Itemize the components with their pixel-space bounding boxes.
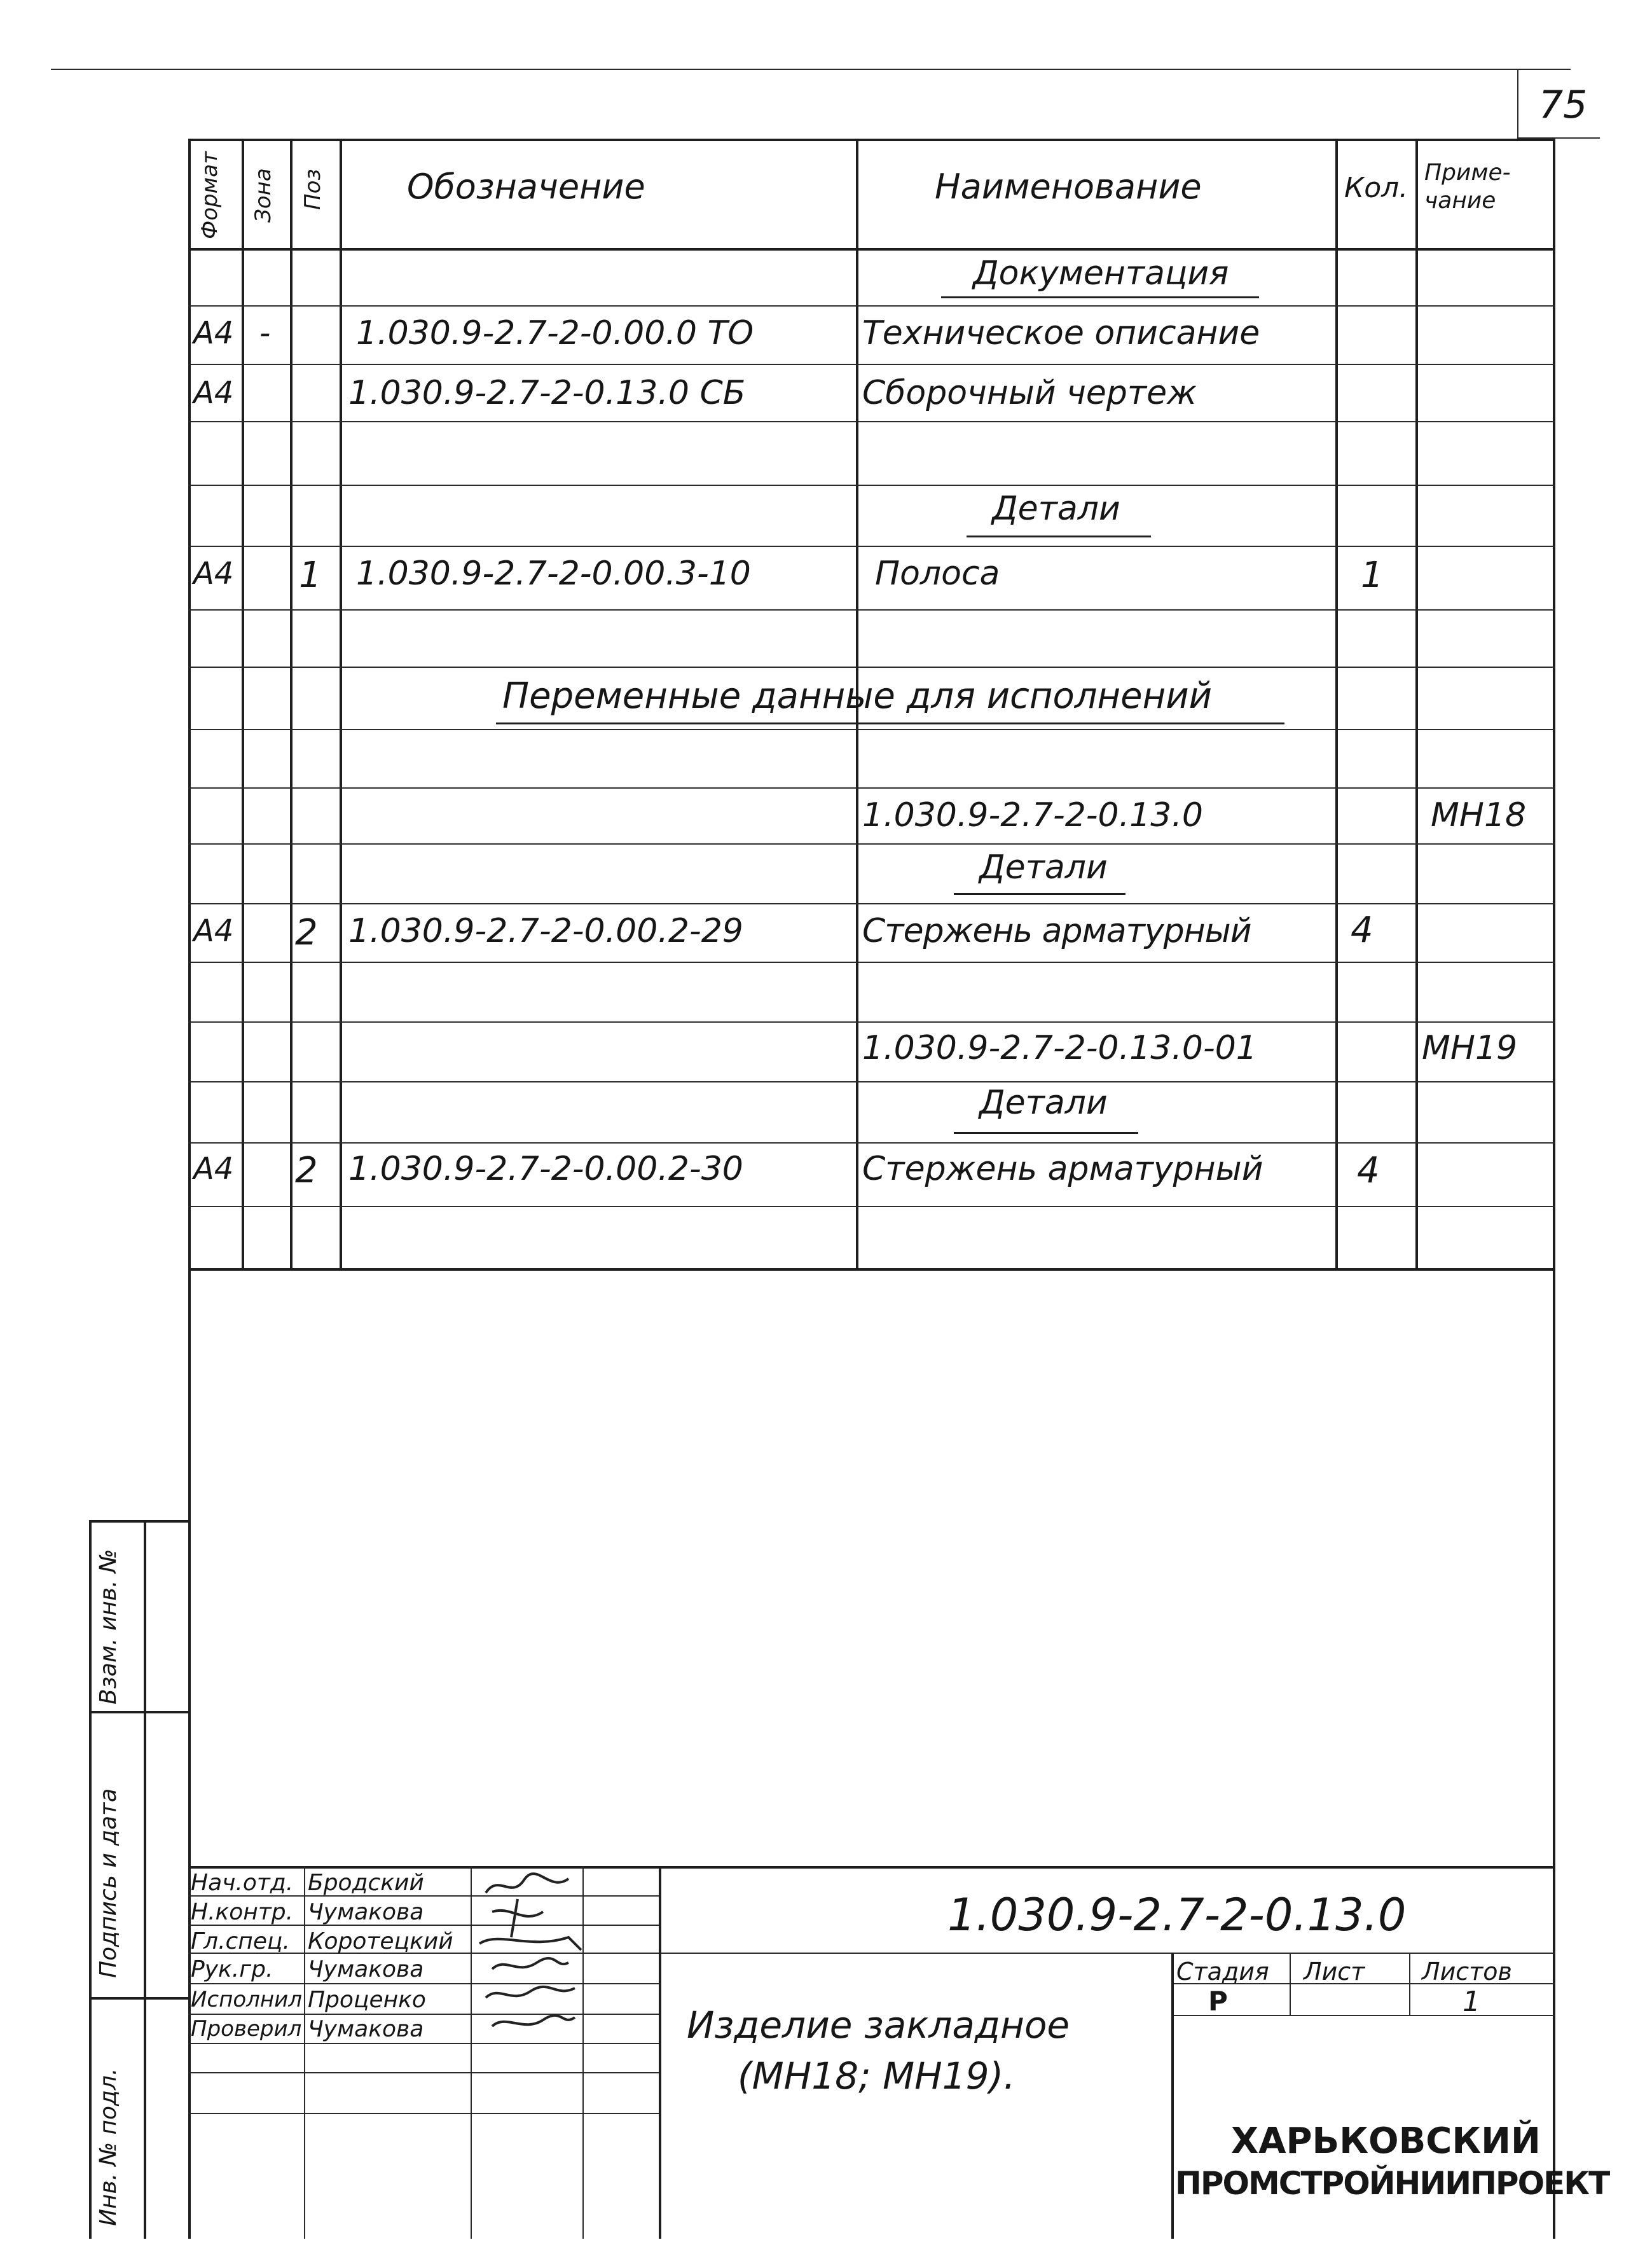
underline bbox=[496, 723, 1284, 724]
signer-name: Коротецкий bbox=[308, 1928, 453, 1954]
row-line-header bbox=[188, 248, 1555, 251]
org-line-1: ХАРЬКОВСКИЙ bbox=[1231, 2120, 1541, 2162]
title-block-stage-col bbox=[1290, 1953, 1291, 2015]
stage-label: Стадия bbox=[1176, 1958, 1269, 1986]
row11-pos: 2 bbox=[295, 912, 318, 953]
side-stamp-mid bbox=[144, 1520, 146, 2239]
title-block-divider bbox=[659, 1866, 661, 2239]
sig-row-line bbox=[188, 1983, 659, 1984]
side-stamp-top bbox=[89, 1520, 191, 1523]
title-block-stage-divider bbox=[1171, 1953, 1174, 2239]
row6-designation: 1.030.9-2.7-2-0.00.3-10 bbox=[356, 555, 751, 593]
role: Рук.гр. bbox=[191, 1956, 273, 1982]
frame-top bbox=[188, 139, 1555, 141]
row15-name: Стержень арматурный bbox=[862, 1150, 1263, 1188]
row-line-end bbox=[188, 1268, 1555, 1271]
col-line-zone bbox=[242, 139, 244, 1269]
sig-col-name bbox=[471, 1866, 472, 2239]
row-line bbox=[188, 1081, 1555, 1082]
stage-value: Р bbox=[1208, 1986, 1228, 2017]
role: Гл.спец. bbox=[191, 1928, 290, 1954]
row-line bbox=[188, 729, 1555, 730]
sig-row-line bbox=[188, 2072, 659, 2073]
sig-row-line bbox=[188, 2113, 659, 2114]
title-block-top bbox=[188, 1866, 1555, 1869]
col-line-designation bbox=[340, 139, 342, 1269]
section-details-3: Детали bbox=[979, 1084, 1108, 1122]
row15-format: А4 bbox=[193, 1151, 234, 1187]
signer-name: Чумакова bbox=[308, 1899, 424, 1925]
row-line bbox=[188, 962, 1555, 963]
row-line bbox=[188, 364, 1555, 365]
signer-name: Проценко bbox=[308, 1987, 426, 2013]
row11-name: Стержень арматурный bbox=[862, 912, 1251, 950]
header-name: Наименование bbox=[935, 167, 1202, 207]
sig-col-sign bbox=[582, 1866, 584, 2239]
side-stamp-sep1 bbox=[89, 1711, 191, 1713]
row6-name: Полоса bbox=[875, 555, 1000, 593]
title-line-2: (МН18; МН19). bbox=[738, 2054, 1015, 2098]
row-line bbox=[188, 1142, 1555, 1144]
role: Исполнил bbox=[191, 1987, 302, 2012]
col-line-pos bbox=[290, 139, 293, 1269]
underline bbox=[954, 893, 1125, 895]
header-designation: Обозначение bbox=[407, 167, 645, 207]
underline bbox=[941, 296, 1259, 298]
row-line bbox=[188, 305, 1555, 307]
row-line bbox=[188, 903, 1555, 904]
header-note: Приме-чание bbox=[1424, 160, 1511, 214]
row6-format: А4 bbox=[193, 556, 234, 591]
row9-note: МН18 bbox=[1431, 796, 1527, 834]
section-details-2: Детали bbox=[979, 848, 1108, 887]
row15-designation: 1.030.9-2.7-2-0.00.2-30 bbox=[348, 1150, 743, 1188]
title-line-1: Изделие закладное bbox=[687, 2003, 1070, 2047]
row2-designation: 1.030.9-2.7-2-0.00.0 ТО bbox=[356, 314, 754, 352]
sig-row-line bbox=[188, 2043, 659, 2044]
header-pos: Поз bbox=[300, 169, 326, 210]
header-qty: Кол. bbox=[1344, 172, 1408, 204]
signatures-image bbox=[473, 1867, 582, 2045]
page-top-line bbox=[51, 69, 1571, 70]
side-stamp-inv: Инв. № подл. bbox=[95, 2068, 121, 2226]
role: Н.контр. bbox=[191, 1899, 294, 1925]
row-line bbox=[188, 843, 1555, 845]
header-zone: Зона bbox=[251, 168, 276, 223]
signer-name: Чумакова bbox=[308, 2016, 424, 2042]
row13-name: 1.030.9-2.7-2-0.13.0-01 bbox=[862, 1029, 1257, 1067]
row11-designation: 1.030.9-2.7-2-0.00.2-29 bbox=[348, 912, 743, 950]
row9-name: 1.030.9-2.7-2-0.13.0 bbox=[862, 796, 1203, 834]
row2-format: А4 bbox=[193, 315, 234, 351]
row15-pos: 2 bbox=[295, 1150, 318, 1191]
title-block-stage-values-line bbox=[1171, 2015, 1555, 2016]
side-stamp-vzam: Взам. инв. № bbox=[95, 1549, 121, 1704]
row-line bbox=[188, 1206, 1555, 1207]
org-line-2: ПРОМСТРОЙНИИПРОЕКТ bbox=[1175, 2165, 1609, 2202]
row11-format: А4 bbox=[193, 913, 234, 949]
side-stamp-sep2 bbox=[89, 1997, 191, 2000]
sheet-label: Лист bbox=[1304, 1958, 1365, 1986]
side-stamp-podp: Подпись и дата bbox=[95, 1788, 121, 1978]
row13-note: МН19 bbox=[1422, 1029, 1518, 1067]
col-line-note bbox=[1415, 139, 1418, 1269]
frame-right bbox=[1553, 139, 1555, 2239]
sheet-number: 75 bbox=[1539, 83, 1588, 127]
title-block-code-line bbox=[659, 1953, 1555, 1954]
section-details-1: Детали bbox=[992, 490, 1120, 528]
sig-col-role bbox=[304, 1866, 305, 2239]
row2-name: Техническое описание bbox=[862, 314, 1260, 352]
row-line bbox=[188, 1021, 1555, 1023]
sheets-label: Листов bbox=[1422, 1958, 1512, 1986]
side-stamp-left bbox=[89, 1520, 92, 2239]
row3-designation: 1.030.9-2.7-2-0.13.0 СБ bbox=[348, 374, 746, 412]
signer-name: Чумакова bbox=[308, 1956, 424, 1982]
header-format: Формат bbox=[197, 151, 223, 239]
title-block-code: 1.030.9-2.7-2-0.13.0 bbox=[947, 1889, 1407, 1941]
row3-format: А4 bbox=[193, 375, 234, 411]
row15-qty: 4 bbox=[1357, 1150, 1380, 1191]
underline bbox=[954, 1132, 1138, 1134]
row11-qty: 4 bbox=[1351, 909, 1373, 951]
row3-name: Сборочный чертеж bbox=[862, 374, 1197, 412]
signer-name: Бродский bbox=[308, 1870, 424, 1896]
row-line bbox=[188, 421, 1555, 422]
role: Проверил bbox=[191, 2016, 302, 2042]
section-documentation: Документация bbox=[973, 254, 1229, 293]
row6-qty: 1 bbox=[1361, 555, 1384, 596]
row-line bbox=[188, 609, 1555, 611]
section-variable-data: Переменные данные для исполнений bbox=[502, 675, 1213, 717]
role: Нач.отд. bbox=[191, 1870, 294, 1896]
row-line bbox=[188, 787, 1555, 789]
row2-zone: - bbox=[259, 315, 271, 351]
underline bbox=[967, 536, 1151, 537]
col-line-qty bbox=[1335, 139, 1338, 1269]
sheets-value: 1 bbox=[1463, 1986, 1480, 2018]
row6-pos: 1 bbox=[299, 555, 322, 596]
row-line bbox=[188, 485, 1555, 486]
sig-row-line bbox=[188, 2014, 659, 2015]
row-line bbox=[188, 546, 1555, 547]
title-block-sheet-col bbox=[1409, 1953, 1410, 2015]
row-line bbox=[188, 667, 1555, 668]
sheet-number-box-left bbox=[1517, 69, 1518, 139]
